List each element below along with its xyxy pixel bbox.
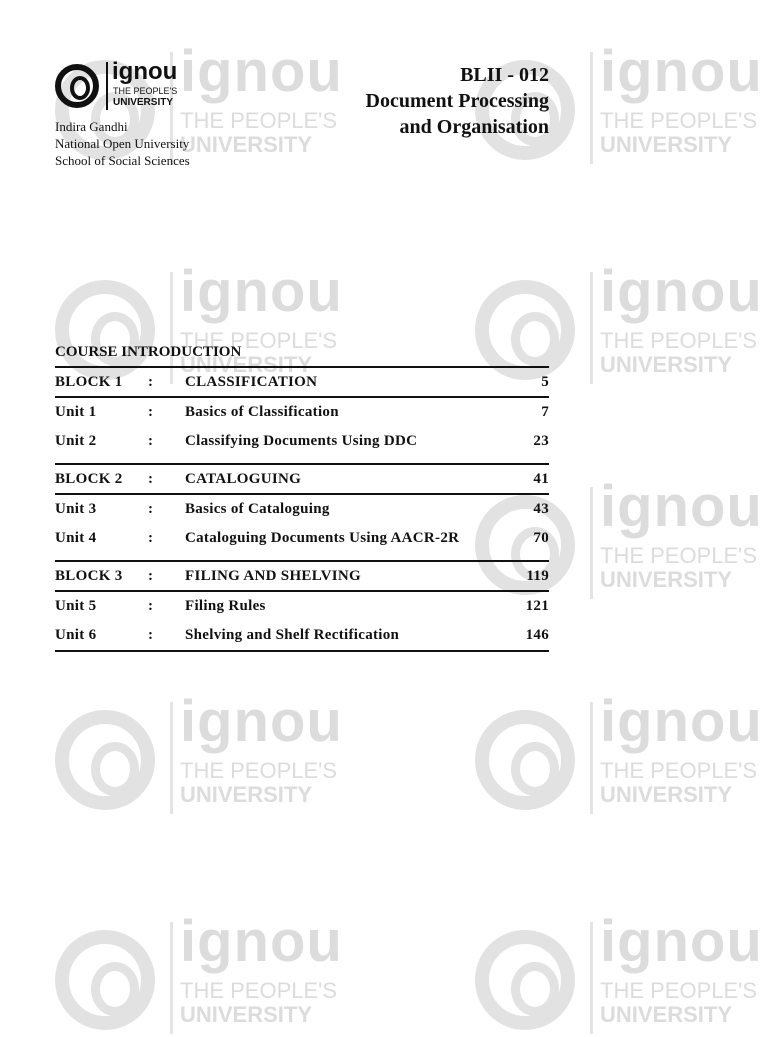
toc-label: Unit 6 xyxy=(55,627,97,643)
toc-title: Classifying Documents Using DDC xyxy=(185,433,418,449)
watermark-line: UNIVERSITY xyxy=(180,782,313,807)
toc-unit-row xyxy=(55,427,549,456)
toc-label: Unit 1 xyxy=(55,404,97,420)
toc-separator: : xyxy=(148,470,154,487)
institution-name xyxy=(55,118,190,169)
logo-divider xyxy=(106,62,108,110)
toc-title: Basics of Classification xyxy=(185,404,339,420)
ignou-emblem-icon xyxy=(475,930,575,1030)
toc-separator: : xyxy=(148,433,154,449)
watermark-line: UNIVERSITY xyxy=(180,1002,313,1027)
table-of-contents xyxy=(55,344,549,652)
watermark-word: ignou xyxy=(600,474,763,539)
institution-line: Indira Gandhi xyxy=(55,119,128,134)
toc-title: Cataloguing Documents Using AACR-2R xyxy=(185,530,460,546)
ignou-watermark xyxy=(55,909,345,1037)
toc-label: Unit 4 xyxy=(55,530,97,546)
toc-separator: : xyxy=(148,373,154,390)
watermark-line: UNIVERSITY xyxy=(600,1002,733,1027)
toc-separator: : xyxy=(148,567,154,584)
toc-page: 119 xyxy=(526,567,549,584)
institution-line: National Open University xyxy=(55,136,190,151)
toc-page: 7 xyxy=(541,404,549,420)
watermark-line: THE PEOPLE'S xyxy=(180,978,338,1003)
toc-page: 146 xyxy=(525,627,549,643)
ignou-emblem-icon xyxy=(55,710,155,810)
watermark-divider xyxy=(170,702,173,814)
watermark-line: THE PEOPLE'S xyxy=(600,543,758,568)
toc-block-row xyxy=(55,368,549,398)
course-title xyxy=(366,62,550,140)
watermark-line: UNIVERSITY xyxy=(600,782,733,807)
toc-title: Shelving and Shelf Rectification xyxy=(185,627,400,643)
toc-label: Unit 5 xyxy=(55,598,97,614)
logo-word: ignou xyxy=(112,58,178,85)
toc-separator: : xyxy=(148,627,154,643)
watermark-line: UNIVERSITY xyxy=(180,352,313,377)
toc-separator: : xyxy=(148,598,154,614)
toc-unit-row xyxy=(55,592,549,621)
toc-label: BLOCK 2 xyxy=(55,470,123,487)
watermark-word: ignou xyxy=(600,689,763,754)
toc-unit-row xyxy=(55,524,549,553)
watermark-word: ignou xyxy=(600,909,763,974)
toc-title: Basics of Cataloguing xyxy=(185,501,330,517)
watermark-line: UNIVERSITY xyxy=(180,132,313,157)
toc-page: 23 xyxy=(533,433,549,449)
course-code: BLII - 012 xyxy=(460,64,549,86)
watermark-line: THE PEOPLE'S xyxy=(180,758,338,783)
watermark-line: THE PEOPLE'S xyxy=(600,978,758,1003)
watermark-word: ignou xyxy=(180,39,343,104)
toc-block-row xyxy=(55,560,549,592)
toc-separator: : xyxy=(148,501,154,517)
watermark-word: ignou xyxy=(600,259,763,324)
logo-tagline-2: UNIVERSITY xyxy=(113,97,174,108)
ignou-watermark xyxy=(55,689,345,817)
toc-heading: COURSE INTRODUCTION xyxy=(55,344,549,368)
toc-unit-row xyxy=(55,621,549,652)
watermark-word: ignou xyxy=(180,259,343,324)
toc-label: BLOCK 3 xyxy=(55,567,123,584)
course-title-line: and Organisation xyxy=(399,116,549,138)
ignou-emblem-icon xyxy=(475,710,575,810)
toc-label: Unit 3 xyxy=(55,501,97,517)
toc-page: 5 xyxy=(541,373,549,390)
ignou-logo xyxy=(55,58,185,112)
watermark-divider xyxy=(590,487,593,599)
watermark-line: THE PEOPLE'S xyxy=(600,758,758,783)
toc-unit-row xyxy=(55,398,549,427)
toc-title: FILING AND SHELVING xyxy=(185,567,362,584)
toc-title: CLASSIFICATION xyxy=(185,373,318,390)
watermark-line: UNIVERSITY xyxy=(600,352,733,377)
toc-label: BLOCK 1 xyxy=(55,373,123,390)
course-title-line: Document Processing xyxy=(365,90,549,112)
watermark-word: ignou xyxy=(180,909,343,974)
ignou-emblem-icon xyxy=(55,930,155,1030)
ignou-emblem-icon xyxy=(55,64,99,108)
toc-unit-row xyxy=(55,495,549,524)
watermark-divider xyxy=(590,272,593,384)
toc-separator: : xyxy=(148,530,154,546)
watermark-line: UNIVERSITY xyxy=(600,132,733,157)
watermark-line: UNIVERSITY xyxy=(600,567,733,592)
toc-label: Unit 2 xyxy=(55,433,97,449)
toc-page: 43 xyxy=(533,501,549,517)
watermark-divider xyxy=(590,922,593,1034)
toc-page: 41 xyxy=(533,470,549,487)
watermark-word: ignou xyxy=(600,39,763,104)
toc-title: Filing Rules xyxy=(185,598,266,614)
toc-page: 70 xyxy=(533,530,549,546)
watermark-divider xyxy=(170,922,173,1034)
ignou-watermark xyxy=(475,689,765,817)
watermark-line: THE PEOPLE'S xyxy=(180,108,338,133)
logo-tagline-1: THE PEOPLE'S xyxy=(113,86,178,96)
toc-separator: : xyxy=(148,404,154,420)
watermark-word: ignou xyxy=(180,689,343,754)
ignou-watermark xyxy=(475,909,765,1037)
toc-title: CATALOGUING xyxy=(185,470,302,487)
institution-line: School of Social Sciences xyxy=(55,153,190,168)
watermark-line: THE PEOPLE'S xyxy=(600,108,758,133)
watermark-line: THE PEOPLE'S xyxy=(600,328,758,353)
toc-page: 121 xyxy=(525,598,549,614)
watermark-divider xyxy=(590,52,593,164)
watermark-line: THE PEOPLE'S xyxy=(180,328,338,353)
watermark-divider xyxy=(590,702,593,814)
toc-block-row xyxy=(55,463,549,495)
